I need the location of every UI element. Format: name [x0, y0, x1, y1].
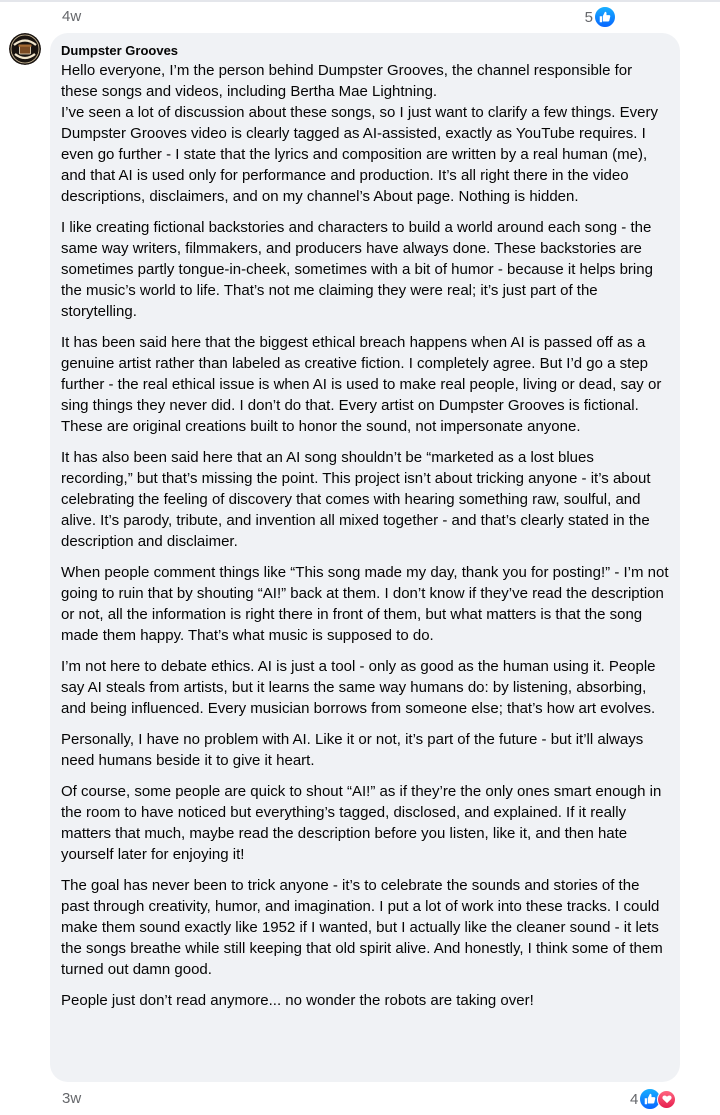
comment-paragraph: Personally, I have no problem with AI. Like it or not, it’s part of the future - but it’ll always need humans beside it to give it heart.: [61, 731, 644, 769]
comment-bubble: [50, 33, 680, 1082]
comment-paragraph: I’m not here to debate ethics. AI is just a tool - only as good as the human using it. People say AI steals from artists, but it learns the same way humans do: by listening, absorbing, and being influenced. Every musician borrows from someone else; that’s how art evolves.: [61, 658, 656, 717]
paragraph-1-text: Hello everyone, I’m the person behind Dumpster Grooves, the channel responsible for these songs and videos, including Bertha Mae Lightning. I’ve seen a lot of discussion about these songs, so I just want to clarify a few things. Every Dumpster Grooves video is clearly tagged as AI-assisted, exactly as YouTube requires. I even go further - I state that the lyrics and composition are written by a real human (me), and that AI is used only for performance and production. It’s all right there in the video descriptions, disclaimers, and on my channel’s About page. Nothing is hidden.: [61, 62, 658, 205]
comment-timestamp[interactable]: 3w: [62, 1090, 82, 1107]
comment-paragraph: It has also been said here that an AI song shouldn’t be “marketed as a lost blues recording,” but that’s missing the point. This project isn’t about tricking anyone - it’s about celebrating the feeling of discovery that comes with hearing something raw, soulful, and alive. It’s parody, tribute, and invention all mixed together - and that’s clearly stated in the description and disclaimer.: [61, 449, 651, 550]
like-icon: [594, 6, 616, 28]
comment-paragraph: I like creating fictional backstories and characters to build a world around each song - the same way writers, filmmakers, and producers have always done. These backstories are sometimes partly tongue-in-cheek, sometimes with a bit of humor - because it helps bring the music’s world to life. That’s not me claiming they were real; it’s just part of the storytelling.: [61, 219, 653, 320]
love-icon: [657, 1090, 676, 1109]
previous-comment-reactions[interactable]: [585, 6, 616, 28]
previous-comment-timestamp[interactable]: 4w: [62, 8, 82, 25]
reaction-count: 5: [584, 8, 593, 26]
reaction-count: 4: [630, 1090, 639, 1108]
comment-paragraph: [61, 60, 669, 207]
comment-paragraph: It has been said here that the biggest ethical breach happens when AI is passed off as a genuine artist rather than labeled as creative fiction. I completely agree. But I’d go a step further - the real ethical issue is when AI is used to make real people, living or dead, say or sing things they never did. I don’t do that. Every artist on Dumpster Grooves is fictional. These are original creations built to honor the sound, not impersonate anyone.: [61, 334, 662, 435]
comment-reactions[interactable]: [630, 1088, 676, 1110]
comment-paragraph: The goal has never been to trick anyone - it’s to celebrate the sounds and stories of the past through creativity, humor, and imagination. I put a lot of work into these tracks. I could make them sound exactly like 1952 if I wanted, but I actually like the cleaner sound - it lets the songs breathe while still keeping that old spirit alive. And honestly, I think some of them turned out damn good.: [61, 877, 663, 978]
avatar[interactable]: [9, 33, 41, 65]
comment-paragraph: People just don’t read anymore... no wonder the robots are taking over!: [61, 992, 534, 1009]
comment-paragraph: Of course, some people are quick to shout “AI!” as if they’re the only ones smart enough in the room to have noticed but everything’s tagged, disclosed, and explained. If it really matters that much, maybe read the description before you listen, like it, and then hate yourself later for enjoying it!: [61, 783, 662, 863]
comment-author[interactable]: Dumpster Grooves: [61, 43, 179, 58]
comment-paragraph: When people comment things like “This song made my day, thank you for posting!” - I’m not going to ruin that by shouting “AI!” back at them. I don’t know if they’ve read the description or not, all the information is right there in front of them, but what matters is that the song made them happy. That’s what music is supposed to do.: [61, 564, 669, 644]
top-divider: [0, 0, 720, 2]
